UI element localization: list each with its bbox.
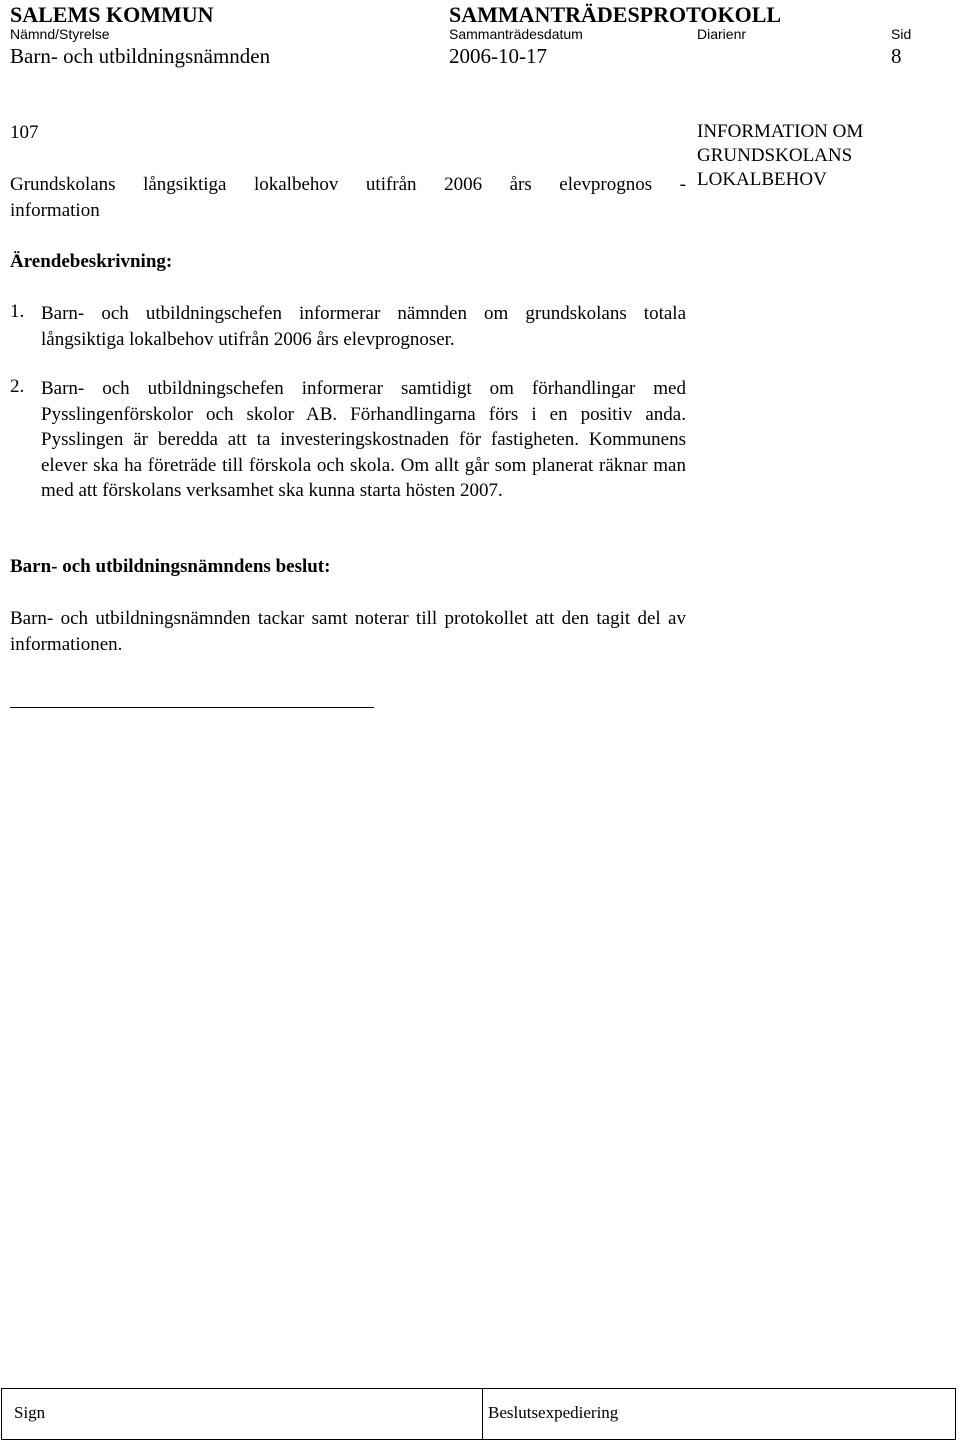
page-number: 8 <box>891 44 902 68</box>
municipality-name: SALEMS KOMMUN <box>10 2 214 27</box>
signature-line <box>10 707 374 708</box>
registry-number-label: Diarienr <box>697 26 747 42</box>
decision-heading: Barn- och utbildningsnämndens beslut: <box>10 556 331 577</box>
point-1-number: 1. <box>10 301 25 322</box>
board-label: Nämnd/Styrelse <box>10 26 110 42</box>
footer-box <box>1 1388 956 1440</box>
point-1-text: Barn- och utbildningschefen informerar nämnden om grundskolans totala långsiktiga lokalbehov utifrån 2006 års elevprognoser. <box>41 303 686 350</box>
page-label: Sid <box>891 26 912 42</box>
item-number: 107 <box>10 122 39 143</box>
point-2-text: Barn- och utbildningschefen informerar samtidigt om förhandlingar med Pysslingenförskolor och skolor AB. Förhandlingarna förs i en positiv anda. Pysslingen är beredda att ta investeringskostnaden för fastigheten. Kommunens elever ska ha företräde till förskola och skola. Om allt går som planerat räknar man med att förskolans verksamhet ska kunna starta hösten 2007. <box>41 378 686 502</box>
description-heading: Ärendebeskrivning: <box>10 251 173 272</box>
sign-label: Sign <box>14 1403 46 1422</box>
dispatch-label: Beslutsexpediering <box>488 1403 619 1422</box>
point-2-number: 2. <box>10 376 25 397</box>
meeting-date-value: 2006-10-17 <box>449 44 547 68</box>
document-type: SAMMANTRÄDESPROTOKOLL <box>449 2 782 27</box>
item-side-title: INFORMATION OM GRUNDSKOLANS LOKALBEHOV <box>697 121 864 190</box>
footer-divider <box>482 1389 483 1439</box>
item-title-line2: information <box>10 200 100 221</box>
meeting-date-label: Sammanträdesdatum <box>449 26 583 42</box>
item-title-line1: Grundskolans långsiktiga lokalbehov utifrån 2006 års elevprognos - <box>10 174 686 195</box>
board-value: Barn- och utbildningsnämnden <box>10 44 271 68</box>
decision-text: Barn- och utbildningsnämnden tackar samt noterar till protokollet att den tagit del av informationen. <box>10 608 686 655</box>
